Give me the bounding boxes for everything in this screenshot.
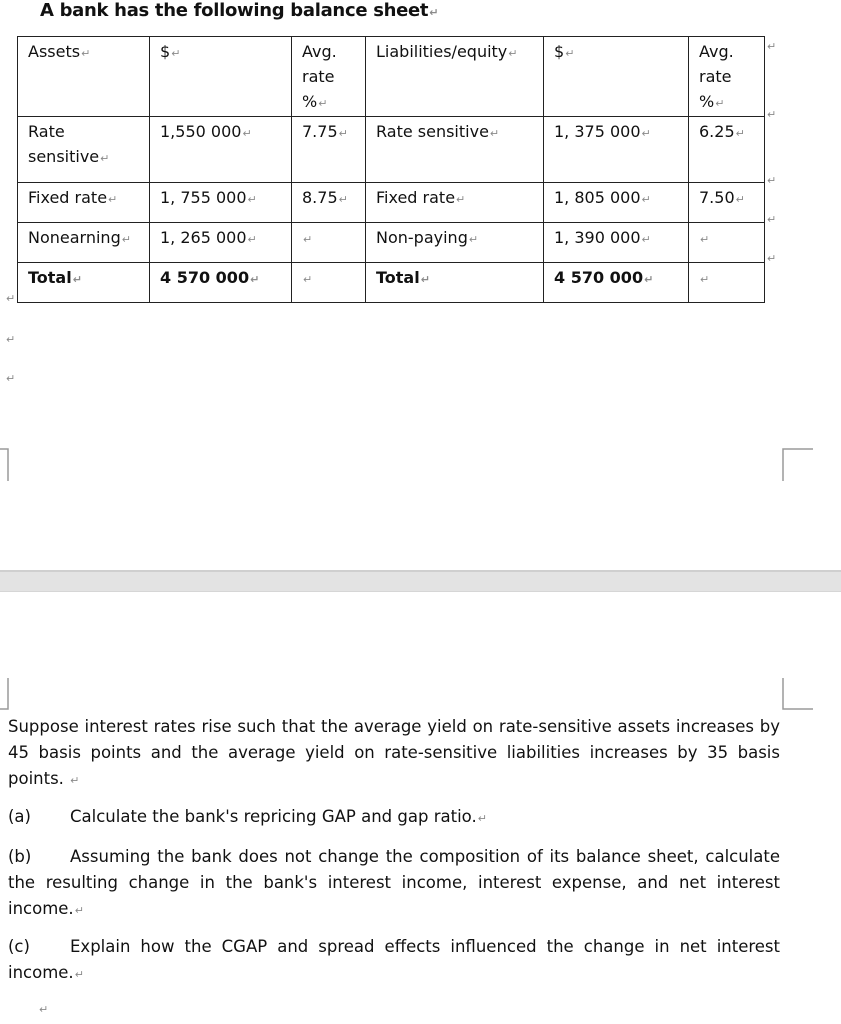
cell: ↵	[292, 263, 366, 303]
cell: 7.75↵	[292, 117, 366, 183]
paragraph-mark-icon: ↵	[39, 1003, 49, 1016]
cell: ↵	[689, 223, 765, 263]
header-assets-amount: $↵	[150, 37, 292, 117]
cell: 4 570 000↵	[544, 263, 689, 303]
cell: 7.50↵	[689, 183, 765, 223]
cell: Nonearning↵	[18, 223, 150, 263]
paragraph-mark-icon: ↵	[6, 292, 16, 305]
cell: 1, 390 000↵	[544, 223, 689, 263]
balance-sheet-table	[17, 36, 765, 303]
cell: Rate sensitive↵	[366, 117, 544, 183]
cell: 1, 265 000↵	[150, 223, 292, 263]
cell: 1, 375 000↵	[544, 117, 689, 183]
part-b-label: (b)	[8, 847, 32, 866]
document-title: A bank has the following balance sheet↵	[40, 0, 439, 21]
table-row	[18, 117, 765, 183]
page-break-gap	[0, 570, 841, 592]
cell: Total↵	[366, 263, 544, 303]
cell: Fixed rate↵	[366, 183, 544, 223]
paragraph-mark-icon: ↵	[767, 108, 777, 121]
table-row	[18, 223, 765, 263]
cell: Non-paying↵	[366, 223, 544, 263]
paragraph-mark-icon: ↵	[767, 252, 777, 265]
question-intro: Suppose interest rates rise such that the average yield on rate-sensitive assets increases by 45 basis points and the average yield on rate-sensitive liabilities increases by 35 basis points. ↵	[8, 717, 780, 788]
page-corner-mark-icon	[780, 448, 814, 482]
part-c-label: (c)	[8, 937, 30, 956]
paragraph-mark-icon: ↵	[767, 213, 777, 226]
paragraph-mark-icon: ↵	[6, 333, 16, 346]
cell: 1, 755 000↵	[150, 183, 292, 223]
question-part-b: (b) Assuming the bank does not change the composition of its balance sheet, calculate the resulting change in the bank's interest income, interest expense, and net interest income.↵	[8, 844, 780, 924]
question-part-a: (a) Calculate the bank's repricing GAP and gap ratio.↵	[8, 804, 780, 832]
table-row-total	[18, 263, 765, 303]
header-liabilities: Liabilities/equity↵	[366, 37, 544, 117]
cell: 1, 805 000↵	[544, 183, 689, 223]
header-assets-rate: Avg. rate %↵	[292, 37, 366, 117]
cell: Total↵	[18, 263, 150, 303]
cell: Fixed rate↵	[18, 183, 150, 223]
cell: 4 570 000↵	[150, 263, 292, 303]
table-header-row	[18, 37, 765, 117]
page-corner-mark-icon	[0, 678, 12, 712]
header-assets: Assets↵	[18, 37, 150, 117]
header-liabilities-rate: Avg. rate %↵	[689, 37, 765, 117]
question-part-c: (c) Explain how the CGAP and spread effects influenced the change in net interest income.↵	[8, 934, 780, 988]
paragraph-mark-icon: ↵	[767, 40, 777, 53]
cell: 8.75↵	[292, 183, 366, 223]
part-a-label: (a)	[8, 807, 31, 826]
cell: 6.25↵	[689, 117, 765, 183]
table-row	[18, 183, 765, 223]
cell: 1,550 000↵	[150, 117, 292, 183]
paragraph-mark-icon: ↵	[6, 372, 16, 385]
page-corner-mark-icon	[0, 448, 12, 482]
paragraph-mark-icon: ↵	[429, 6, 439, 19]
cell: Rate sensitive↵	[18, 117, 150, 183]
header-liabilities-amount: $↵	[544, 37, 689, 117]
cell: ↵	[292, 223, 366, 263]
paragraph-mark-icon: ↵	[767, 174, 777, 187]
page-corner-mark-icon	[780, 678, 814, 712]
cell: ↵	[689, 263, 765, 303]
